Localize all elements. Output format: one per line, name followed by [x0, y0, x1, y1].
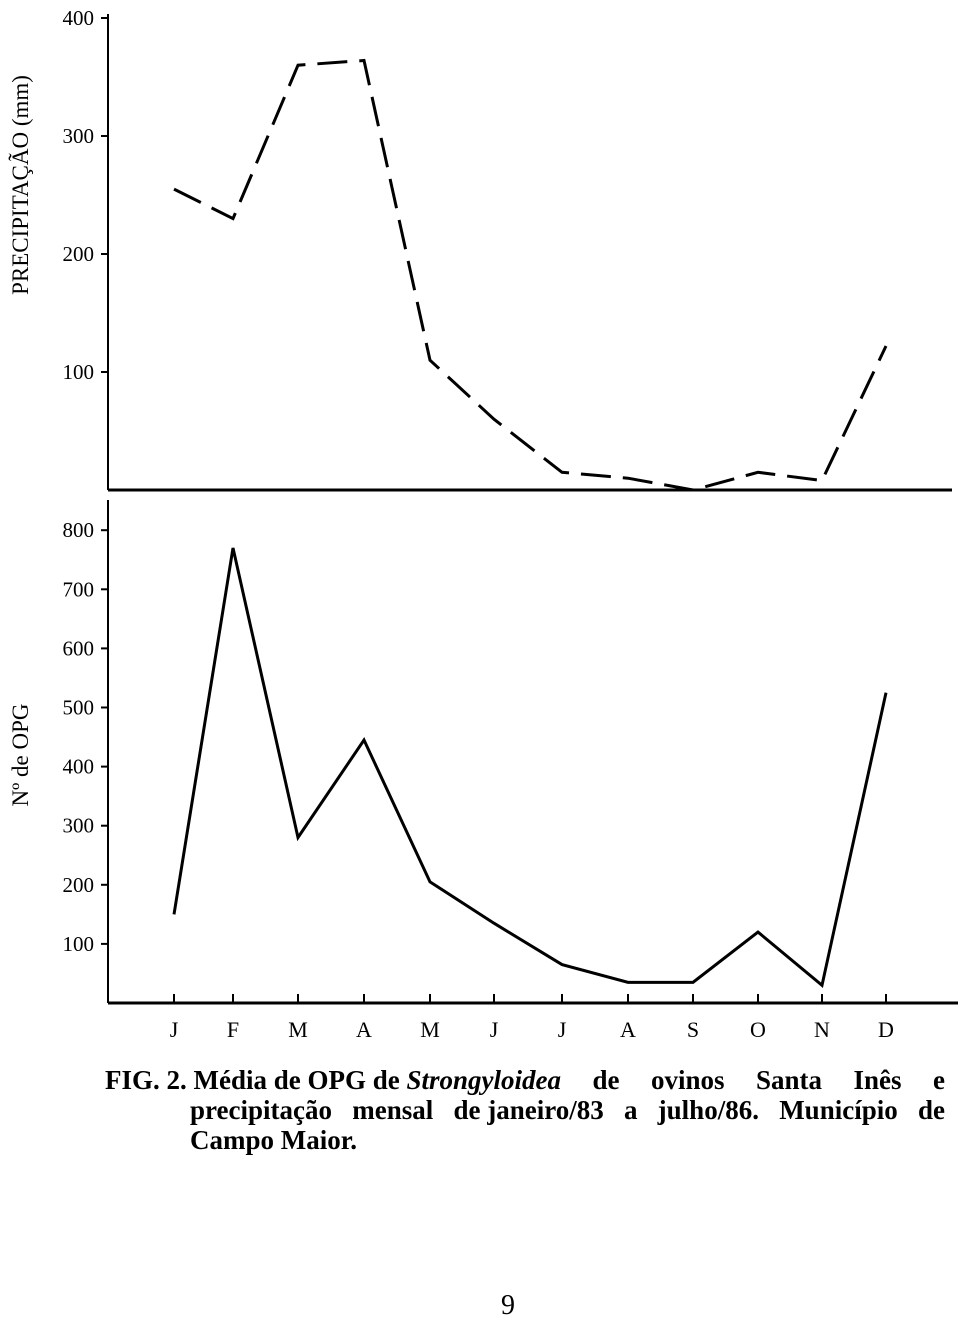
opg-y-axis-title: Nº de OPG — [8, 704, 33, 807]
precip-y-tick-label: 400 — [63, 6, 95, 30]
caption-word: julho/86. — [658, 1095, 759, 1125]
caption-word: Município — [779, 1095, 898, 1125]
caption-lead — [105, 1065, 561, 1095]
caption-word: precipitação — [190, 1095, 332, 1125]
x-tick-label: D — [878, 1017, 894, 1042]
x-tick-label: M — [288, 1017, 308, 1042]
x-tick-label: M — [420, 1017, 440, 1042]
x-tick-label: J — [490, 1017, 499, 1042]
caption-word: ovinos — [651, 1065, 725, 1095]
caption-word: mensal — [352, 1095, 433, 1125]
opg-y-tick-label: 600 — [63, 636, 95, 660]
caption-line-1 — [105, 1065, 945, 1095]
opg-y-tick-label: 500 — [63, 696, 95, 720]
caption-word: e — [933, 1065, 945, 1095]
opg-y-tick-label: 200 — [63, 873, 95, 897]
opg-y-tick-label: 800 — [63, 518, 95, 542]
opg-y-tick-label: 100 — [63, 932, 95, 956]
caption-line-3: Campo Maior. — [105, 1125, 945, 1155]
x-axis — [108, 994, 958, 1042]
opg-panel — [8, 500, 886, 1003]
caption-prefix: FIG. 2. Média de OPG de — [105, 1065, 406, 1095]
x-tick-label: S — [687, 1017, 699, 1042]
caption-word: de — [592, 1065, 619, 1095]
precipitation-panel — [8, 6, 952, 490]
opg-y-tick-label: 300 — [63, 814, 95, 838]
x-tick-label: N — [814, 1017, 830, 1042]
x-tick-label: J — [170, 1017, 179, 1042]
figure-caption — [105, 1065, 945, 1155]
opg-y-tick-label: 700 — [63, 577, 95, 601]
precip-y-tick-label: 200 — [63, 242, 95, 266]
x-tick-label: J — [558, 1017, 567, 1042]
precip-y-tick-label: 100 — [63, 360, 95, 384]
precip-y-tick-label: 300 — [63, 124, 95, 148]
page-number: 9 — [0, 1290, 960, 1322]
caption-line-2 — [105, 1095, 945, 1125]
precip-y-axis-title: PRECIPITAÇÃO (mm) — [8, 75, 33, 295]
x-tick-label: O — [750, 1017, 766, 1042]
x-tick-label: A — [356, 1017, 372, 1042]
caption-word: de janeiro/83 — [453, 1095, 603, 1125]
caption-word: Inês — [854, 1065, 902, 1095]
caption-word: de — [918, 1095, 945, 1125]
caption-taxon: Strongyloidea — [406, 1065, 561, 1095]
x-tick-label: F — [227, 1017, 239, 1042]
precip-series-line — [174, 60, 886, 490]
caption-word: a — [624, 1095, 638, 1125]
opg-y-tick-label: 400 — [63, 755, 95, 779]
caption-word: Santa — [756, 1065, 822, 1095]
opg-series-line — [174, 548, 886, 985]
x-tick-label: A — [620, 1017, 636, 1042]
